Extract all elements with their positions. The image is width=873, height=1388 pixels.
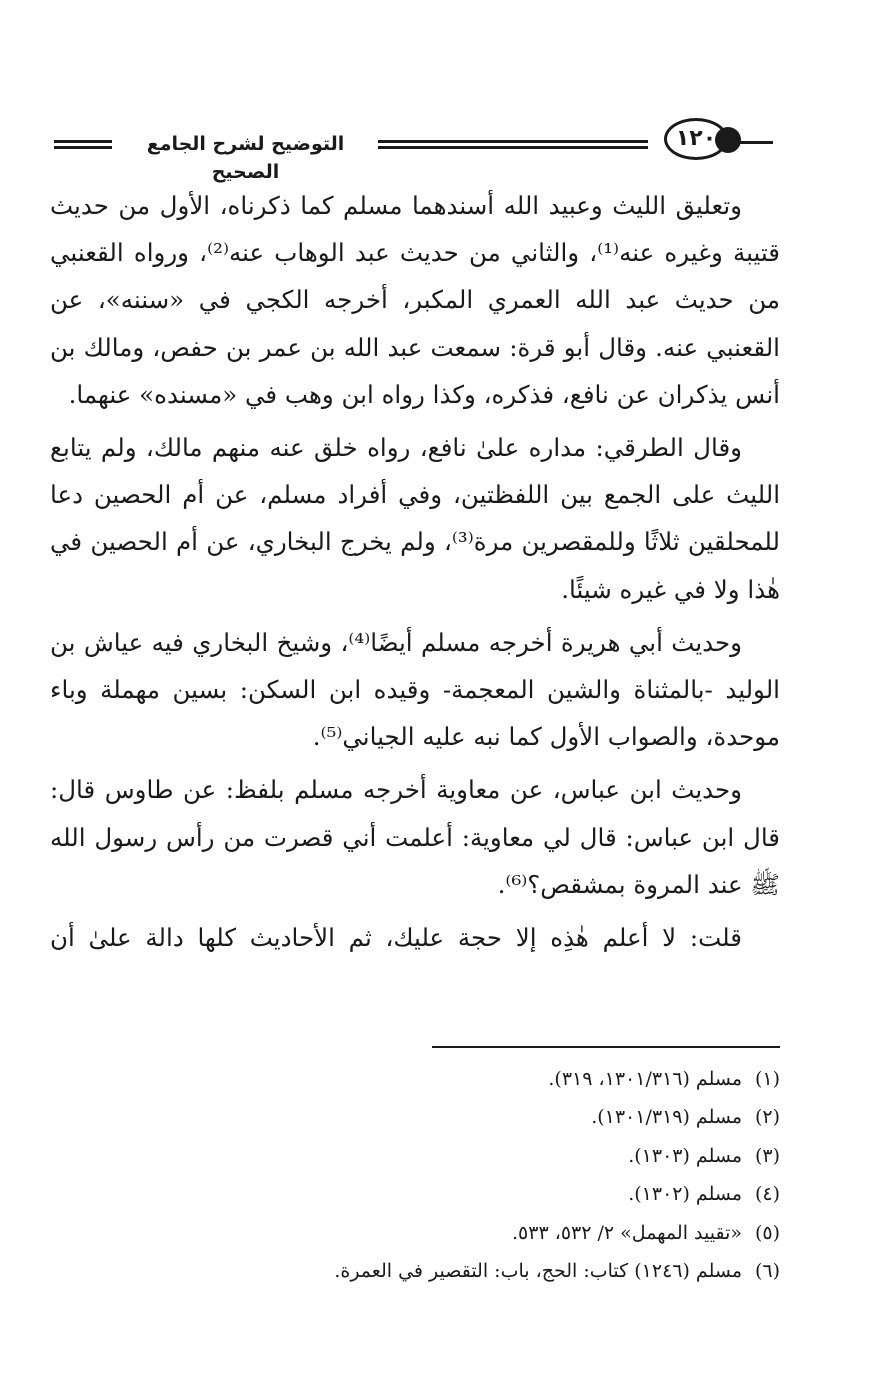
footnote-number: (٢) [754,1106,780,1129]
footnote [200,1060,780,1098]
footnote-text: مسلم (١٣٠١/٣١٦، ٣١٩). [548,1068,742,1090]
paragraph: وحديث أبي هريرة أخرجه مسلم أيضًا⁽⁴⁾، وشيخ البخاري فيه عياش بن الوليد -بالمثناة والشين المعجمة- وقيده ابن السكن: بسين مهملة وباء موحدة، والصواب الأول كما نبه عليه الجياني⁽⁵⁾. [50,627,780,752]
footnote-separator [432,1046,780,1048]
footnote [200,1175,780,1213]
footnote [200,1252,780,1290]
footnotes-list [200,1060,780,1290]
footnote-text: مسلم (١٣٠١/٣١٩). [591,1106,742,1129]
footnote [200,1214,780,1252]
footnote-text: «تقييد المهمل» ٢/ ٥٣٢، ٥٣٣. [512,1221,742,1244]
footnote-number: (٣) [754,1144,780,1167]
header-rule-right [735,141,773,147]
header-rule-middle [378,140,648,149]
footnote-text: مسلم (١٣٠٣). [628,1144,742,1167]
footnote-text: مسلم (١٢٤٦) كتاب: الحج، باب: التقصير في العمرة. [334,1260,742,1283]
header-rule-left [54,140,112,149]
footnote [200,1137,780,1175]
running-title: التوضيح لشرح الجامع الصحيح [146,133,345,183]
paragraph: وتعليق الليث وعبيد الله أسندهما مسلم كما ذكرناه، الأول من حديث قتيبة وغيره عنه⁽¹⁾، والثاني من حديث عبد الوهاب عنه⁽²⁾، ورواه القعنبي من حديث عبد الله العمري المكبر، أخرجه الكجي في «سننه»، عن القعنبي عنه. وقال أبو قرة: سمعت عبد الله بن عمر بن حفص، ومالك بن أنس يذكران عن نافع، فذكره، وكذا رواه ابن وهب في «مسنده» عنهما. [50,191,780,409]
paragraph: قلت: لا أعلم هٰذِه إلا حجة عليك، ثم الأحاديث كلها دالة علىٰ أن [50,923,742,953]
paragraph: وحديث ابن عباس، عن معاوية أخرجه مسلم بلفظ: عن طاوس قال: قال ابن عباس: قال لي معاوية: أعلمت أني قصرت من رأس رسول الله ﷺ عند المروة بمشقص؟⁽⁶⁾. [50,775,780,899]
footnote [200,1098,780,1136]
page-number-ornament [664,118,728,160]
running-header [0,112,873,183]
footnote-number: (٥) [754,1221,780,1244]
page-number: ١٢٠ [675,126,717,151]
main-text [50,182,780,967]
paragraph: وقال الطرقي: مداره علىٰ نافع، رواه خلق عنه منهم مالك، ولم يتابع الليث على الجمع بين اللفظتين، وفي أفراد مسلم، عن أم الحصين دعا للمحلقين ثلاثًا وللمقصرين مرة⁽³⁾، ولم يخرج البخاري، عن أم الحصين في هٰذا ولا في غيره شيئًا. [50,433,780,604]
footnote-number: (١) [754,1068,780,1090]
footnote-number: (٤) [754,1183,780,1206]
footnote-number: (٦) [754,1260,780,1283]
footnote-text: مسلم (١٣٠٢). [628,1183,742,1206]
